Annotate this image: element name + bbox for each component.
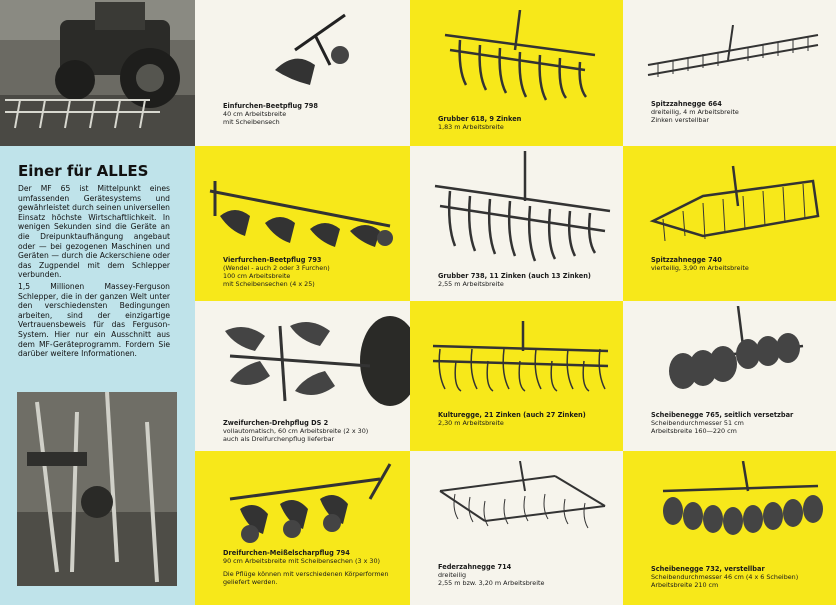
implement-caption-8: Kulturegge, 21 Zinken (auch 27 Zinken) 2,30 m Arbeitsbreite: [438, 411, 586, 427]
implement-cell-9: [623, 301, 836, 451]
intro-paragraph-1: Der MF 65 ist Mittelpunkt eines umfassenden Gerätesystems und gewährleistet durch seinen universellen Einsatz höchste Wirtschaftlichkeit. In wenigen Sekunden sind die Geräte an die Dreipunktaufhängung angebaut oder — bei gezogenen Maschinen und Geräten — durch die Ackerschiene oder das Zugpendel mit dem Schlepper verbunden.: [18, 184, 170, 280]
intro-text: [18, 184, 170, 361]
implement-caption-4: Vierfurchen-Beetpflug 793 (Wendel - auch 2 oder 3 Furchen) 100 cm Arbeitsbreite mit Scheibensechen (4 x 25): [223, 256, 330, 288]
tractor-photo: [0, 0, 195, 146]
implement-cell-12: [623, 451, 836, 605]
plough-icon: [255, 10, 365, 95]
implement-caption-5: Grubber 738, 11 Zinken (auch 13 Zinken) 2,55 m Arbeitsbreite: [438, 272, 591, 288]
cultivator-icon: [430, 151, 615, 266]
hitch-photo: [17, 392, 177, 586]
implement-cell-4: [195, 146, 410, 301]
disc-harrow-icon: [653, 461, 828, 546]
implement-caption-12: Scheibenegge 732, verstellbar Scheibendurchmesser 46 cm (4 x 6 Scheiben) Arbeitsbreite 210 cm: [651, 565, 799, 589]
implement-cell-6: [623, 146, 836, 301]
reversible-plough-icon: [220, 311, 410, 411]
cultivator-icon: [435, 10, 605, 105]
intro-paragraph-2: 1,5 Millionen Massey-Ferguson Schlepper, die in der ganzen Welt unter den verschiedensten Bedingungen arbeiten, sind der einzigartige Vertrauensbeweis für das Ferguson-System. Hier nur ein Ausschnitt aus dem MF-Geräteprogramm. Fordern Sie darüber weitere Informationen.: [18, 281, 170, 359]
implement-caption-10: Dreifurchen-Meißelscharpflug 794 90 cm Arbeitsbreite mit Scheibensechen (3 x 30) Die Pflüge können mit verschiedenen Körperformen geliefert werden.: [223, 549, 389, 586]
implement-caption-9: Scheibenegge 765, seitlich versetzbar Scheibendurchmesser 51 cm Arbeitsbreite 160—220 cm: [651, 411, 794, 435]
implement-cell-11: [410, 451, 623, 605]
implement-caption-7: Zweifurchen-Drehpflug DS 2 vollautomatisch, 60 cm Arbeitsbreite (2 x 30) auch als Dreifurchenpflug lieferbar: [223, 419, 369, 443]
page-title: Einer für ALLES: [18, 162, 149, 180]
harrow-icon: [643, 161, 828, 256]
implement-cell-3: [623, 0, 836, 146]
implement-caption-3: Spitzzahnegge 664 dreiteilig, 4 m Arbeitsbreite Zinken verstellbar: [651, 100, 739, 124]
cultivator-icon: [428, 321, 613, 396]
implement-caption-6: Spitzzahnegge 740 vierteilig, 3,90 m Arbeitsbreite: [651, 256, 749, 272]
implement-caption-11: Federzahnegge 714 dreiteilig 2,55 m bzw. 3,20 m Arbeitsbreite: [438, 563, 545, 587]
implement-cell-1: [195, 0, 410, 146]
disc-harrow-icon: [653, 306, 823, 406]
plough-icon: [205, 176, 405, 251]
implement-cell-10: [195, 451, 410, 605]
implement-caption-2: Grubber 618, 9 Zinken 1,83 m Arbeitsbreite: [438, 115, 522, 131]
implement-cell-2: [410, 0, 623, 146]
implement-cell-7: [195, 301, 410, 451]
implement-cell-5: [410, 146, 623, 301]
implement-caption-1: Einfurchen-Beetpflug 798 40 cm Arbeitsbreite mit Scheibensech: [223, 102, 318, 126]
chisel-plough-icon: [220, 459, 400, 549]
harrow-icon: [643, 25, 823, 85]
spring-tine-harrow-icon: [435, 461, 610, 556]
implement-cell-8: [410, 301, 623, 451]
